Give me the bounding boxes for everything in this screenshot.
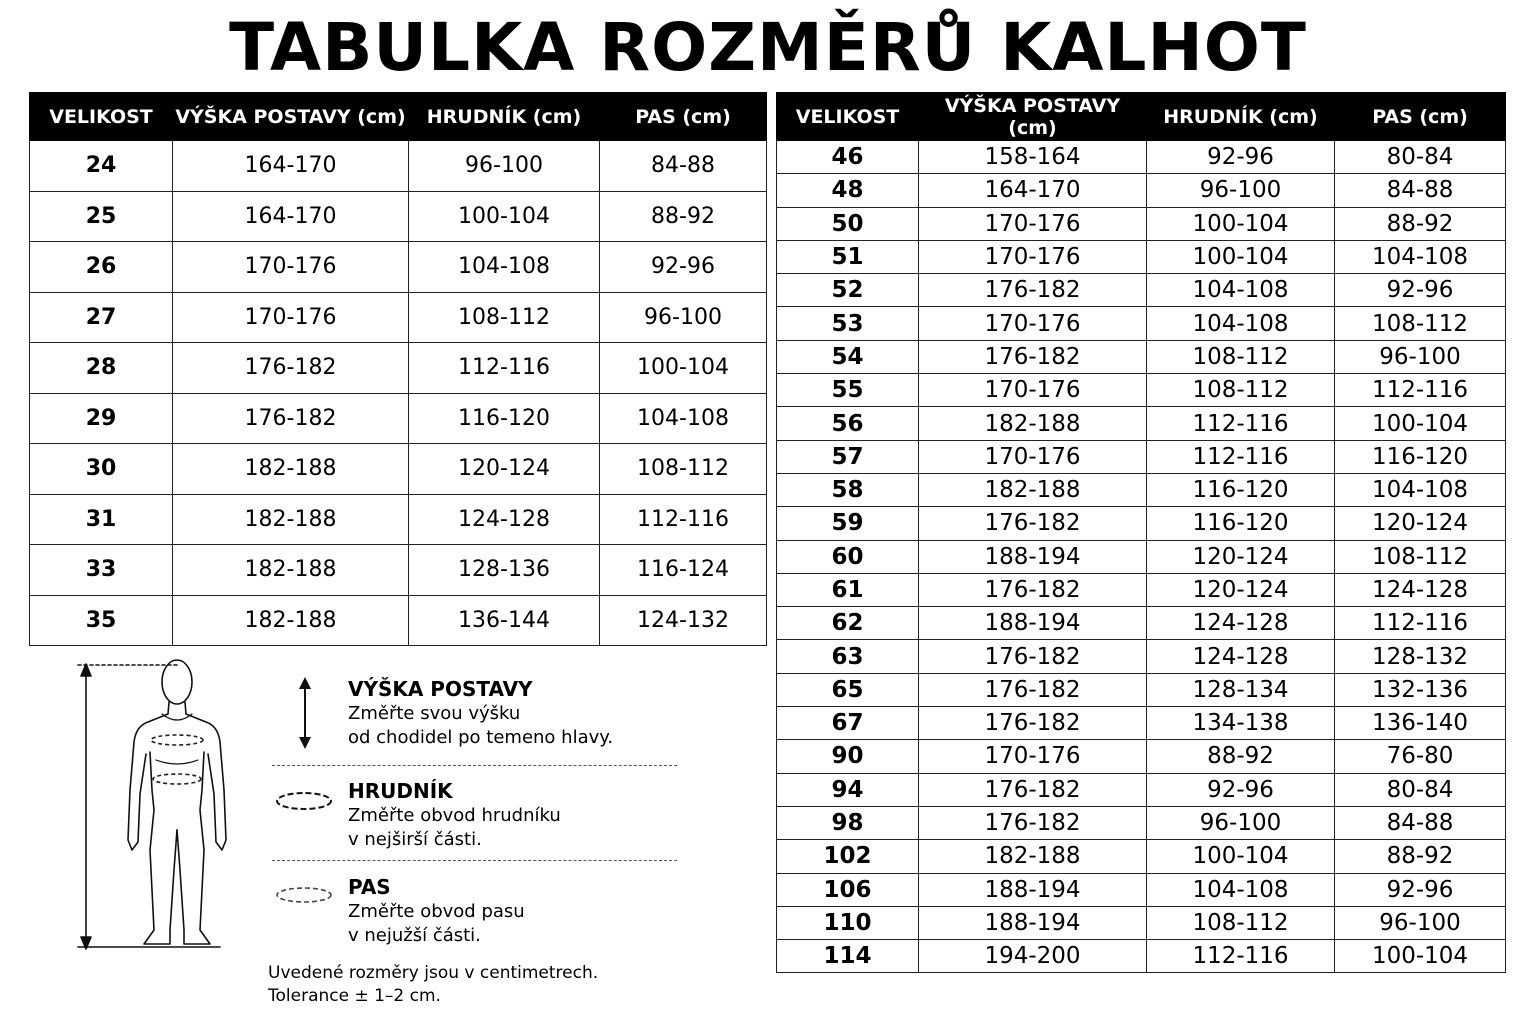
cell-waist: 80-84 xyxy=(1335,773,1506,806)
table-row xyxy=(30,292,767,343)
cell-waist: 92-96 xyxy=(600,242,767,293)
size-table-left xyxy=(29,92,767,646)
cell-height: 182-188 xyxy=(919,407,1147,440)
cell-height: 170-176 xyxy=(919,440,1147,473)
table-header-row xyxy=(777,93,1506,141)
cell-height: 170-176 xyxy=(919,307,1147,340)
cell-waist: 88-92 xyxy=(1335,207,1506,240)
cell-chest: 88-92 xyxy=(1147,740,1335,773)
cell-waist: 108-112 xyxy=(1335,540,1506,573)
table-row xyxy=(777,274,1506,307)
cell-size: 27 xyxy=(30,292,173,343)
cell-waist: 136-140 xyxy=(1335,707,1506,740)
cell-height: 176-182 xyxy=(919,340,1147,373)
cell-waist: 108-112 xyxy=(600,444,767,495)
header-size: VELIKOST xyxy=(30,93,173,141)
cell-waist: 84-88 xyxy=(600,141,767,192)
legend-height-title: VÝŠKA POSTAVY xyxy=(348,677,533,701)
cell-height: 164-170 xyxy=(173,191,409,242)
cell-height: 194-200 xyxy=(919,940,1147,973)
cell-waist: 112-116 xyxy=(1335,374,1506,407)
cell-chest: 100-104 xyxy=(1147,240,1335,273)
cell-height: 176-182 xyxy=(173,393,409,444)
cell-height: 170-176 xyxy=(173,292,409,343)
cell-height: 188-194 xyxy=(919,906,1147,939)
cell-waist: 116-124 xyxy=(600,545,767,596)
cell-waist: 108-112 xyxy=(1335,307,1506,340)
cell-waist: 124-128 xyxy=(1335,573,1506,606)
cell-size: 28 xyxy=(30,343,173,394)
cell-chest: 116-120 xyxy=(1147,507,1335,540)
cell-size: 51 xyxy=(777,240,919,273)
cell-size: 50 xyxy=(777,207,919,240)
legend-height-line1: Změřte svou výšku xyxy=(348,703,521,724)
table-row xyxy=(777,174,1506,207)
cell-chest: 120-124 xyxy=(409,444,600,495)
table-row xyxy=(777,340,1506,373)
cell-size: 98 xyxy=(777,806,919,839)
cell-size: 90 xyxy=(777,740,919,773)
cell-height: 170-176 xyxy=(919,207,1147,240)
cell-waist: 96-100 xyxy=(600,292,767,343)
cell-chest: 100-104 xyxy=(1147,840,1335,873)
table-row xyxy=(777,673,1506,706)
cell-chest: 112-116 xyxy=(1147,440,1335,473)
cell-height: 164-170 xyxy=(919,174,1147,207)
legend-height xyxy=(348,676,613,750)
table-row xyxy=(30,343,767,394)
table-row xyxy=(777,773,1506,806)
cell-height: 182-188 xyxy=(173,545,409,596)
header-height: VÝŠKA POSTAVY (cm) xyxy=(919,93,1147,141)
legend-waist xyxy=(348,874,525,948)
cell-chest: 120-124 xyxy=(1147,540,1335,573)
legend-divider xyxy=(272,860,677,861)
cell-size: 52 xyxy=(777,274,919,307)
header-chest: HRUDNÍK (cm) xyxy=(409,93,600,141)
legend-divider xyxy=(272,765,677,766)
cell-waist: 92-96 xyxy=(1335,274,1506,307)
cell-height: 176-182 xyxy=(919,640,1147,673)
cell-size: 26 xyxy=(30,242,173,293)
cell-chest: 134-138 xyxy=(1147,707,1335,740)
cell-waist: 80-84 xyxy=(1335,141,1506,174)
cell-height: 182-188 xyxy=(919,473,1147,506)
cell-height: 182-188 xyxy=(173,494,409,545)
cell-chest: 104-108 xyxy=(1147,307,1335,340)
cell-size: 56 xyxy=(777,407,919,440)
footnote xyxy=(268,962,598,1008)
cell-waist: 116-120 xyxy=(1335,440,1506,473)
legend-waist-line2: v nejužší části. xyxy=(348,925,481,946)
table-row xyxy=(777,840,1506,873)
cell-height: 170-176 xyxy=(919,374,1147,407)
cell-height: 176-182 xyxy=(919,507,1147,540)
cell-size: 67 xyxy=(777,707,919,740)
cell-size: 58 xyxy=(777,473,919,506)
cell-chest: 112-116 xyxy=(1147,407,1335,440)
cell-height: 176-182 xyxy=(173,343,409,394)
table-row xyxy=(777,440,1506,473)
table-row xyxy=(30,141,767,192)
legend-chest-line2: v nejširší části. xyxy=(348,829,482,850)
cell-size: 94 xyxy=(777,773,919,806)
cell-chest: 116-120 xyxy=(409,393,600,444)
table-row xyxy=(777,374,1506,407)
table-row xyxy=(777,806,1506,839)
table-row xyxy=(30,191,767,242)
cell-size: 60 xyxy=(777,540,919,573)
cell-size: 33 xyxy=(30,545,173,596)
cell-chest: 120-124 xyxy=(1147,573,1335,606)
table-row xyxy=(777,740,1506,773)
table-row xyxy=(777,507,1506,540)
cell-height: 158-164 xyxy=(919,141,1147,174)
cell-waist: 84-88 xyxy=(1335,174,1506,207)
table-row xyxy=(777,540,1506,573)
cell-chest: 96-100 xyxy=(1147,806,1335,839)
cell-height: 176-182 xyxy=(919,707,1147,740)
table-row xyxy=(777,873,1506,906)
cell-waist: 88-92 xyxy=(600,191,767,242)
cell-height: 170-176 xyxy=(173,242,409,293)
table-row xyxy=(30,242,767,293)
dashed-ellipse-icon xyxy=(274,884,334,906)
cell-chest: 108-112 xyxy=(1147,906,1335,939)
cell-size: 30 xyxy=(30,444,173,495)
page-title: TABULKA ROZMĚRŮ KALHOT xyxy=(229,9,1307,86)
table-header-row xyxy=(30,93,767,141)
table-row xyxy=(777,707,1506,740)
cell-height: 170-176 xyxy=(919,240,1147,273)
table-row xyxy=(777,940,1506,973)
cell-size: 31 xyxy=(30,494,173,545)
cell-size: 59 xyxy=(777,507,919,540)
table-row xyxy=(777,906,1506,939)
table-row xyxy=(777,473,1506,506)
table-row xyxy=(777,407,1506,440)
legend-height-line2: od chodidel po temeno hlavy. xyxy=(348,727,614,748)
header-waist: PAS (cm) xyxy=(600,93,767,141)
cell-waist: 76-80 xyxy=(1335,740,1506,773)
table-row xyxy=(777,141,1506,174)
cell-waist: 112-116 xyxy=(1335,607,1506,640)
cell-height: 164-170 xyxy=(173,141,409,192)
cell-size: 114 xyxy=(777,940,919,973)
cell-waist: 128-132 xyxy=(1335,640,1506,673)
cell-waist: 120-124 xyxy=(1335,507,1506,540)
vertical-double-arrow-icon xyxy=(296,676,314,750)
table-row xyxy=(30,595,767,646)
legend-waist-title: PAS xyxy=(348,875,391,899)
table-row xyxy=(30,494,767,545)
cell-height: 176-182 xyxy=(919,274,1147,307)
cell-chest: 112-116 xyxy=(1147,940,1335,973)
cell-height: 176-182 xyxy=(919,773,1147,806)
cell-chest: 124-128 xyxy=(1147,607,1335,640)
cell-chest: 104-108 xyxy=(1147,274,1335,307)
cell-waist: 84-88 xyxy=(1335,806,1506,839)
table-row xyxy=(30,444,767,495)
table-row xyxy=(777,207,1506,240)
table-row xyxy=(777,240,1506,273)
footnote-tolerance: Tolerance ± 1–2 cm. xyxy=(268,986,441,1006)
cell-chest: 104-108 xyxy=(409,242,600,293)
cell-chest: 108-112 xyxy=(1147,340,1335,373)
cell-chest: 96-100 xyxy=(1147,174,1335,207)
cell-size: 57 xyxy=(777,440,919,473)
cell-size: 53 xyxy=(777,307,919,340)
cell-chest: 108-112 xyxy=(409,292,600,343)
cell-waist: 100-104 xyxy=(600,343,767,394)
cell-chest: 108-112 xyxy=(1147,374,1335,407)
table-row xyxy=(30,393,767,444)
cell-chest: 92-96 xyxy=(1147,773,1335,806)
cell-waist: 124-132 xyxy=(600,595,767,646)
cell-height: 182-188 xyxy=(919,840,1147,873)
cell-size: 106 xyxy=(777,873,919,906)
cell-chest: 96-100 xyxy=(409,141,600,192)
cell-chest: 128-134 xyxy=(1147,673,1335,706)
cell-waist: 104-108 xyxy=(600,393,767,444)
cell-chest: 128-136 xyxy=(409,545,600,596)
cell-height: 188-194 xyxy=(919,540,1147,573)
cell-waist: 92-96 xyxy=(1335,873,1506,906)
table-row xyxy=(30,545,767,596)
cell-waist: 132-136 xyxy=(1335,673,1506,706)
cell-waist: 88-92 xyxy=(1335,840,1506,873)
cell-height: 176-182 xyxy=(919,673,1147,706)
human-body-outline-icon xyxy=(70,650,230,955)
cell-height: 188-194 xyxy=(919,607,1147,640)
cell-chest: 116-120 xyxy=(1147,473,1335,506)
cell-waist: 96-100 xyxy=(1335,340,1506,373)
cell-size: 54 xyxy=(777,340,919,373)
cell-waist: 100-104 xyxy=(1335,940,1506,973)
cell-size: 48 xyxy=(777,174,919,207)
legend-chest-title: HRUDNÍK xyxy=(348,779,453,803)
cell-waist: 100-104 xyxy=(1335,407,1506,440)
header-height: VÝŠKA POSTAVY (cm) xyxy=(173,93,409,141)
footnote-units: Uvedené rozměry jsou v centimetrech. xyxy=(268,963,599,983)
cell-waist: 104-108 xyxy=(1335,240,1506,273)
cell-height: 182-188 xyxy=(173,595,409,646)
cell-size: 102 xyxy=(777,840,919,873)
table-row xyxy=(777,607,1506,640)
cell-height: 176-182 xyxy=(919,573,1147,606)
cell-size: 29 xyxy=(30,393,173,444)
cell-size: 55 xyxy=(777,374,919,407)
cell-height: 176-182 xyxy=(919,806,1147,839)
cell-waist: 96-100 xyxy=(1335,906,1506,939)
cell-waist: 104-108 xyxy=(1335,473,1506,506)
cell-chest: 100-104 xyxy=(1147,207,1335,240)
cell-size: 24 xyxy=(30,141,173,192)
legend-chest-line1: Změřte obvod hrudníku xyxy=(348,805,561,826)
cell-waist: 112-116 xyxy=(600,494,767,545)
cell-chest: 104-108 xyxy=(1147,873,1335,906)
cell-size: 110 xyxy=(777,906,919,939)
size-table-right xyxy=(776,92,1506,973)
cell-chest: 112-116 xyxy=(409,343,600,394)
cell-size: 61 xyxy=(777,573,919,606)
cell-height: 188-194 xyxy=(919,873,1147,906)
cell-size: 62 xyxy=(777,607,919,640)
cell-chest: 124-128 xyxy=(409,494,600,545)
header-chest: HRUDNÍK (cm) xyxy=(1147,93,1335,141)
cell-height: 170-176 xyxy=(919,740,1147,773)
table-row xyxy=(777,573,1506,606)
cell-size: 35 xyxy=(30,595,173,646)
table-row xyxy=(777,640,1506,673)
header-size: VELIKOST xyxy=(777,93,919,141)
cell-chest: 100-104 xyxy=(409,191,600,242)
cell-size: 65 xyxy=(777,673,919,706)
cell-height: 182-188 xyxy=(173,444,409,495)
header-waist: PAS (cm) xyxy=(1335,93,1506,141)
cell-size: 25 xyxy=(30,191,173,242)
cell-chest: 124-128 xyxy=(1147,640,1335,673)
cell-size: 46 xyxy=(777,141,919,174)
dashed-ellipse-icon xyxy=(274,790,334,812)
cell-chest: 92-96 xyxy=(1147,141,1335,174)
cell-size: 63 xyxy=(777,640,919,673)
cell-chest: 136-144 xyxy=(409,595,600,646)
table-row xyxy=(777,307,1506,340)
legend-chest xyxy=(348,778,561,852)
legend-waist-line1: Změřte obvod pasu xyxy=(348,901,525,922)
